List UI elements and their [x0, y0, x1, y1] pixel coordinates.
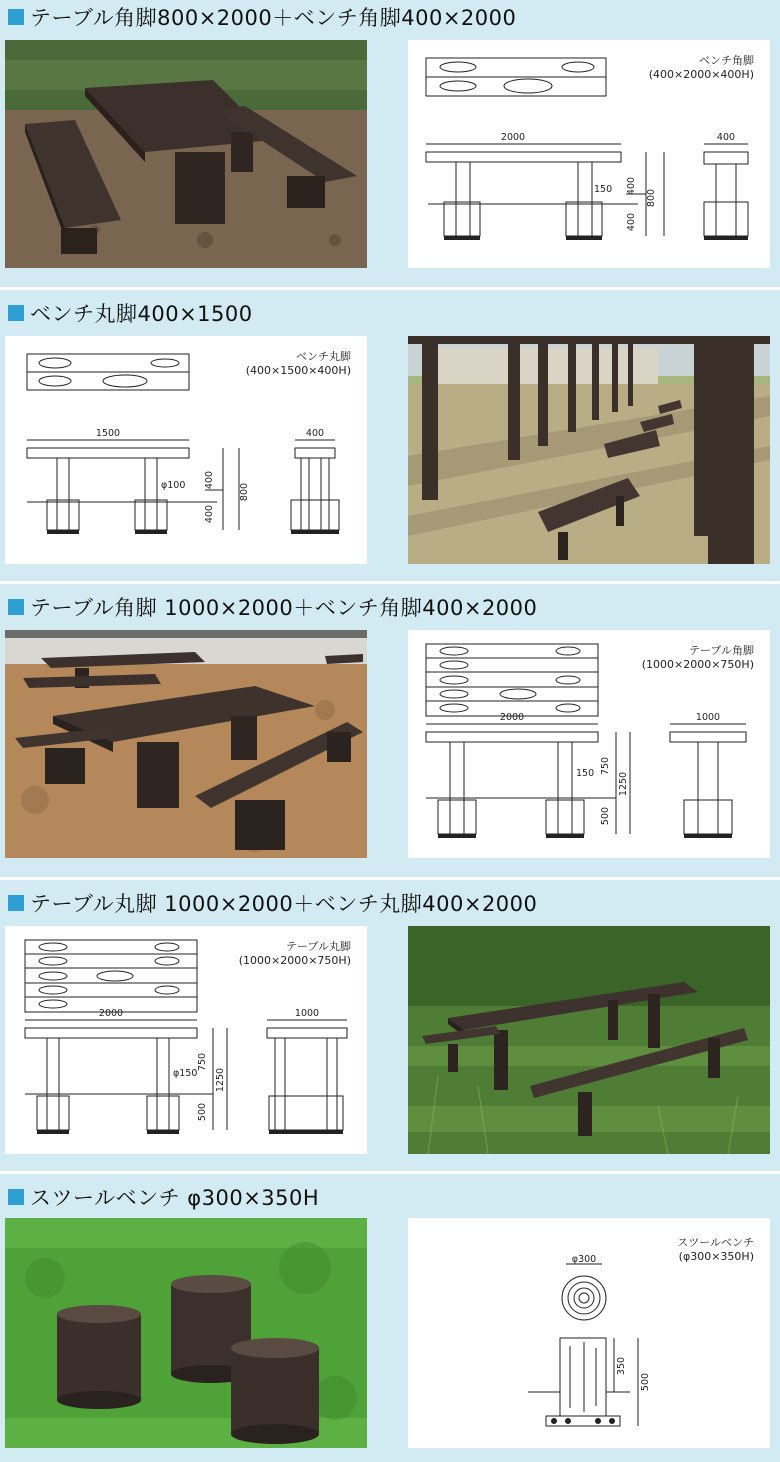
section-3 — [0, 590, 780, 880]
dim-width: 1500 — [95, 428, 121, 439]
dim-depth: 400 — [305, 428, 325, 439]
bullet-square-icon — [8, 1189, 24, 1205]
dim-leg: φ150 — [173, 1068, 198, 1079]
section-2 — [0, 296, 780, 584]
dim-total: 800 — [646, 188, 657, 208]
dim-total: 1250 — [215, 1067, 226, 1093]
photo-table-round-legs — [408, 926, 770, 1154]
dim-lower: 400 — [626, 212, 637, 232]
dim-leg: φ100 — [161, 480, 186, 491]
section-title-5: スツールベンチ φ300×350H — [8, 1182, 319, 1212]
dim-total: 800 — [239, 482, 250, 502]
diagram-caption-2: ベンチ丸脚 (400×1500×400H) — [245, 350, 351, 377]
dim-upper: 750 — [600, 756, 611, 776]
diagram-panel-1 — [408, 40, 770, 268]
diagram-caption-5: スツールベンチ (φ300×350H) — [677, 1236, 754, 1263]
photo-stool-benches — [5, 1218, 367, 1448]
diagram-panel-5 — [408, 1218, 770, 1448]
section-title-2: ベンチ丸脚400×1500 — [8, 298, 253, 328]
dim-total: 1250 — [618, 771, 629, 797]
section-title-4: テーブル丸脚 1000×2000＋ベンチ丸脚400×2000 — [8, 888, 537, 918]
bullet-square-icon — [8, 599, 24, 615]
dim-width: 2000 — [500, 132, 526, 143]
dim-depth: 1000 — [695, 712, 721, 723]
section-1 — [0, 0, 780, 290]
dim-depth: 1000 — [294, 1008, 320, 1019]
bullet-square-icon — [8, 895, 24, 911]
section-divider — [0, 877, 780, 880]
diagram-caption-3: テーブル角脚 (1000×2000×750H) — [641, 644, 754, 671]
photo-round-leg-benches — [408, 336, 770, 564]
dim-lower: 500 — [197, 1102, 208, 1122]
diagram-panel-4 — [5, 926, 367, 1154]
diagram-panel-3 — [408, 630, 770, 858]
diagram-caption-4: テーブル丸脚 (1000×2000×750H) — [238, 940, 351, 967]
dim-diameter: φ300 — [571, 1254, 597, 1265]
dim-upper: 400 — [626, 176, 637, 196]
section-title-3: テーブル角脚 1000×2000＋ベンチ角脚400×2000 — [8, 592, 537, 622]
section-divider — [0, 581, 780, 584]
diagram-caption-1: ベンチ角脚 (400×2000×400H) — [648, 54, 754, 81]
bullet-square-icon — [8, 9, 24, 25]
section-5 — [0, 1180, 780, 1462]
photo-table-square-legs-large — [5, 630, 367, 858]
dim-width: 2000 — [98, 1008, 124, 1019]
dim-width: 2000 — [499, 712, 525, 723]
dim-leg: 150 — [576, 768, 595, 779]
dim-upper: 750 — [197, 1052, 208, 1072]
dim-upper: 400 — [204, 470, 215, 490]
dim-total: 500 — [640, 1372, 651, 1392]
dim-depth: 400 — [716, 132, 736, 143]
bullet-square-icon — [8, 305, 24, 321]
section-divider — [0, 287, 780, 290]
section-4 — [0, 886, 780, 1174]
diagram-panel-2 — [5, 336, 367, 564]
photo-table-square-legs — [5, 40, 367, 268]
dim-lower: 500 — [600, 806, 611, 826]
section-title-1: テーブル角脚800×2000＋ベンチ角脚400×2000 — [8, 2, 516, 32]
dim-height: 350 — [616, 1356, 627, 1376]
dim-leg: 150 — [594, 184, 613, 195]
section-divider — [0, 1171, 780, 1174]
dim-lower: 400 — [204, 504, 215, 524]
